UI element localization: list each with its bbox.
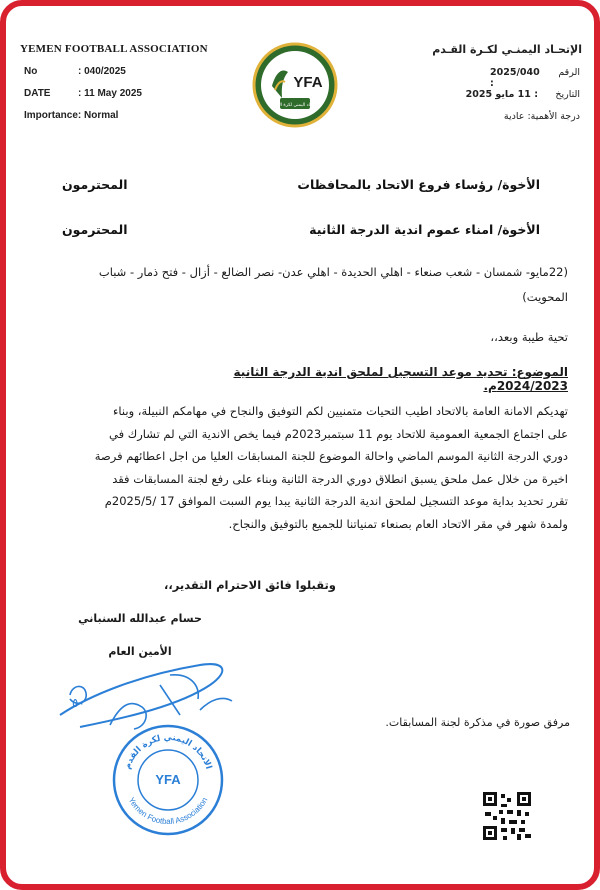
date-label-ar: التاريخ: [555, 89, 580, 100]
stamp-text-bottom: Yemen Football Association: [126, 795, 210, 827]
body-line: تقرر تحديد بداية موعد التسجيل لملحق اندية الدرجة الثانية يبدا يوم السبت الموافق 17 /2025/5م: [104, 494, 568, 508]
date-value-en: : 11 May 2025: [78, 88, 142, 99]
body-text: [30, 400, 568, 535]
date-value-ar: : 11 مايو 2025: [465, 89, 538, 100]
attachment-note: مرفق صورة في مذكرة لجنة المسابقات.: [385, 716, 570, 729]
clubs-line-1: (22مايو- شمسان - شعب صنعاء - اهلي الحديدة - اهلي عدن- نصر الضالع - أزال - فتح ذمار - شباب: [98, 265, 568, 279]
no-label-en: No: [24, 66, 38, 77]
importance-en: Importance: Normal: [24, 110, 119, 121]
org-name-en: YEMEN FOOTBALL ASSOCIATION: [20, 43, 208, 55]
yfa-logo: [252, 42, 338, 128]
signatory-title: الأمين العام: [108, 645, 172, 658]
svg-text:٥٠: ٥٠: [72, 696, 85, 710]
subject: الموضوع: تحديد موعد التسجيل لملحق اندية الدرجة الثانية 2024/2023م.: [233, 365, 568, 393]
body-line: تهديكم الامانة العامة بالاتحاد اطيب التحيات متمنيين لكم التوفيق والنجاح في مهامكم النبيلة، وبناء: [113, 404, 568, 418]
qr-code: [483, 792, 531, 840]
greeting: تحية طيبة وبعد،،: [490, 330, 568, 344]
no-value-en: : 040/2025: [78, 66, 126, 77]
logo-caption: الاتحاد اليمني لكرة القدم: [271, 103, 319, 108]
closing: وتقبلوا فائق الاحترام التقدير،،: [164, 578, 336, 592]
logo-text: YFA: [293, 74, 323, 91]
date-label-en: DATE: [24, 88, 51, 99]
stamp-text-top: الاتحاد اليمني لكرة القدم: [122, 732, 214, 771]
addressee-1: الأخوة/ رؤساء فروع الاتحاد بالمحافظات: [297, 177, 540, 192]
stamp-logo-text: YFA: [155, 772, 181, 787]
signatory-name: حسام عبدالله السنباني: [78, 612, 202, 625]
importance-ar: درجة الأهمية: عادية: [503, 111, 580, 122]
honorific-1: المحترمون: [62, 177, 128, 192]
org-name-ar: الإتحـاد اليمنـي لكـرة القـدم: [432, 43, 582, 56]
body-line: دوري الدرجة الثانية الموسم الماضي واحالة الموضوع للجنة المسابقات العليا من اجل اعطائهم فرصة: [94, 449, 568, 463]
body-line: ولمدة شهر في مقر الاتحاد العام بصنعاء تمنياتنا للجميع بالتوفيق والنجاح.: [228, 516, 568, 531]
no-label-ar: الرقم: [558, 67, 580, 78]
svg-text:الاتحاد اليمني لكرة القدم: [123, 733, 214, 771]
addressee-2: الأخوة/ امناء عموم اندية الدرجة الثانية: [309, 222, 540, 237]
body-line: على اجتماع الجمعية العمومية للاتحاد يوم 11 سبتمبر2023م فيما يخص الاندية التي لم تشارك في: [109, 426, 568, 441]
body-line: اخيرة من خلال عمل ملحق يسبق انطلاق دوري الدرجة الثانية وبناء على رفع لجنة المسابقات فقد: [112, 471, 568, 486]
no-value-ar: 2025/040 :: [490, 67, 540, 89]
clubs-line-2: المحويت): [522, 290, 568, 304]
svg-text:Yemen Football Association: [127, 796, 210, 826]
official-stamp: [110, 722, 226, 838]
honorific-2: المحترمون: [62, 222, 128, 237]
